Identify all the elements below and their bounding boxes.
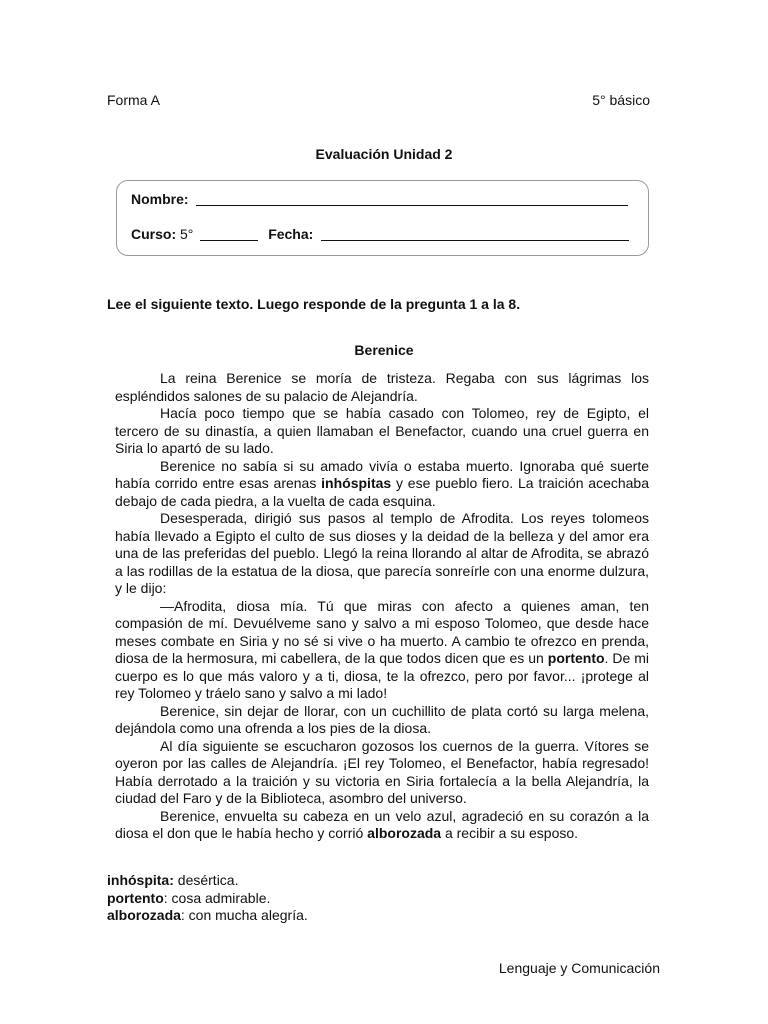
paragraph-3: Berenice no sabía si su amado vivía o estaba muerto. Ignoraba qué suerte había corrido entre esas arenas inhóspitas y ese pueblo fiero. La traición acechaba debajo de cada piedra, a la vuelta de cada esquina.: [115, 457, 650, 509]
form-label: Forma A: [107, 92, 160, 108]
keyword-inhospitas: inhóspitas: [321, 475, 392, 491]
paragraph-1: La reina Berenice se moría de tristeza. Regaba con sus lágrimas los espléndidos salones de su palacio de Alejandría.: [115, 370, 649, 404]
course-field[interactable]: [200, 226, 258, 241]
paragraph-6: Berenice, sin dejar de llorar, con un cuchillito de plata cortó su larga melena, dejándola como una ofrenda a los pies de la diosa.: [115, 702, 649, 736]
story-text: [115, 370, 649, 843]
paragraph-7: Al día siguiente se escucharon gozosos los cuernos de la guerra. Vítores se oyeron por las calles de Alejandría. ¡El rey Tolomeo, el Benefactor, había regresado! Había derrotado a la traición y su victoria en Siria fortalecía a la bella Alejandría, la ciudad del Faro y de la Biblioteca, asombro del universo.: [115, 737, 649, 806]
paragraph-8: Berenice, envuelta su cabeza en un velo azul, agradeció en su corazón a la diosa el don que le había hecho y corrió alborozada a recibir a su esposo.: [115, 807, 649, 841]
glossary: [107, 872, 308, 925]
date-label: Fecha:: [268, 226, 314, 242]
footer-subject: Lenguaje y Comunicación: [498, 960, 660, 976]
grade-label: 5° básico: [592, 92, 650, 108]
glossary-item: portento: cosa admirable.: [107, 889, 271, 906]
course-date-row: [131, 226, 629, 242]
paragraph-5: —Afrodita, diosa mía. Tú que miras con afecto a quienes aman, ten compasión de mí. Devuélveme sano y salvo a mi esposo Tolomeo, que desde hace meses combate en Siria y no sé si vive o ha muerto. A cambio te ofrezco en prenda, diosa de la hermosura, mi cabellera, de la que todos dicen que es un portento. De mi cuerpo es lo que más valoro y a ti, diosa, te la ofrezco, pero por favor... ¡protege al rey Tolomeo y tráelo sano y salvo a mi lado!: [115, 597, 650, 701]
student-info-box: [116, 180, 649, 256]
glossary-item: alborozada: con mucha alegría.: [107, 907, 308, 923]
course-label: Curso:: [131, 226, 177, 242]
story-title: Berenice: [354, 342, 414, 358]
name-label: Nombre:: [131, 191, 189, 207]
keyword-portento: portento: [547, 650, 605, 666]
glossary-item: inhóspita: desértica.: [107, 872, 239, 888]
instruction: Lee el siguiente texto. Luego responde de la pregunta 1 a la 8.: [107, 296, 521, 312]
paragraph-2: Hacía poco tiempo que se había casado con Tolomeo, rey de Egipto, el tercero de su dinastía, a quien llamaban el Benefactor, cuando una cruel guerra en Siria lo apartó de su lado.: [115, 405, 649, 456]
name-field[interactable]: [196, 191, 628, 206]
paragraph-4: Desesperada, dirigió sus pasos al templo de Afrodita. Los reyes tolomeos había llevado a Egipto el culto de sus dioses y la deidad de la belleza y del amor era una de las preferidas del pueblo. Llegó la reina llorando al altar de Afrodita, se abrazó a las rodillas de la estatua de la diosa, que parecía sonreírle con una enorme dulzura, y le dijo:: [115, 510, 649, 596]
keyword-alborozada: alborozada: [367, 825, 442, 841]
page-title: Evaluación Unidad 2: [315, 146, 453, 162]
course-value: 5°: [180, 226, 194, 242]
name-row: [131, 191, 628, 207]
date-field[interactable]: [321, 226, 629, 241]
